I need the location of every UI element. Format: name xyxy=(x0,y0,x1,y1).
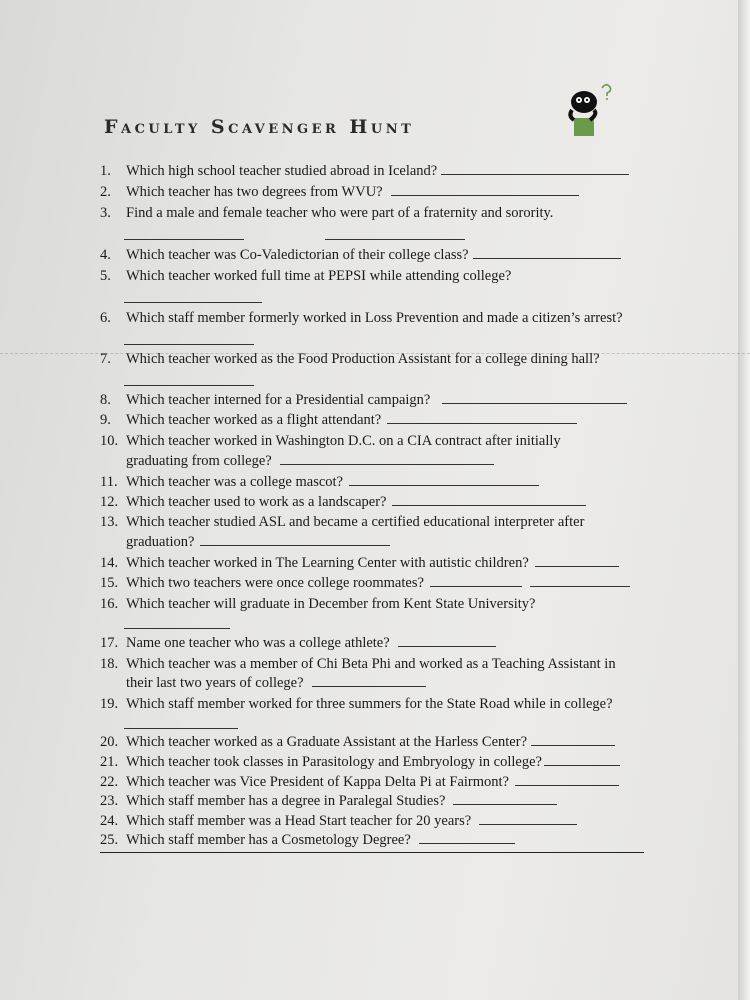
bottom-rule xyxy=(100,852,644,853)
answer-blank[interactable] xyxy=(124,344,254,345)
question-22: 22. Which teacher was Vice President of Kappa Delta Pi at Fairmont? xyxy=(100,773,680,791)
question-12: 12. Which teacher used to work as a landscaper? xyxy=(100,493,660,511)
question-21: 21. Which teacher took classes in Parasitology and Embryology in college? xyxy=(100,753,680,771)
answer-blank[interactable] xyxy=(392,505,586,506)
answer-blank[interactable] xyxy=(544,765,620,766)
question-10-continued: graduating from college? xyxy=(126,453,494,470)
answer-blank[interactable] xyxy=(473,258,621,259)
question-3: 3. Find a male and female teacher who were part of a fraternity and sorority. xyxy=(100,205,554,221)
question-1: 1. Which high school teacher studied abroad in Iceland? xyxy=(100,162,660,180)
question-16: 16. Which teacher will graduate in December from Kent State University? xyxy=(100,596,536,612)
question-19: 19. Which staff member worked for three summers for the State Road while in college? xyxy=(100,696,613,712)
answer-blank[interactable] xyxy=(530,586,630,587)
answer-blank[interactable] xyxy=(280,464,494,465)
question-9: 9. Which teacher worked as a flight attendant? xyxy=(100,411,660,429)
thinking-mascot-icon xyxy=(560,80,620,140)
answer-blank[interactable] xyxy=(124,385,254,386)
answer-blank[interactable] xyxy=(124,302,262,303)
answer-blank[interactable] xyxy=(441,174,629,175)
question-13: 13. Which teacher studied ASL and became a certified educational interpreter after xyxy=(100,514,585,530)
answer-blank[interactable] xyxy=(479,824,577,825)
answer-blank[interactable] xyxy=(531,745,615,746)
answer-blank[interactable] xyxy=(387,423,577,424)
answer-blank[interactable] xyxy=(430,586,522,587)
paper-edge xyxy=(738,0,750,1000)
answer-blank[interactable] xyxy=(312,686,426,687)
question-2: 2. Which teacher has two degrees from WVU? xyxy=(100,183,660,201)
question-4: 4. Which teacher was Co-Valedictorian of their college class? xyxy=(100,246,660,264)
question-17: 17. Name one teacher who was a college athlete? xyxy=(100,634,660,652)
question-18-continued: their last two years of college? xyxy=(126,675,426,692)
answer-blank[interactable] xyxy=(124,628,230,629)
answer-blank[interactable] xyxy=(349,485,539,486)
worksheet-title: Faculty Scavenger Hunt xyxy=(104,116,415,138)
question-6: 6. Which staff member formerly worked in Loss Prevention and made a citizen’s arrest? xyxy=(100,310,623,326)
answer-blank[interactable] xyxy=(515,785,619,786)
question-14: 14. Which teacher worked in The Learning Center with autistic children? xyxy=(100,554,680,572)
question-13-continued: graduation? xyxy=(126,534,390,551)
question-7: 7. Which teacher worked as the Food Production Assistant for a college dining hall? xyxy=(100,351,600,367)
answer-blank[interactable] xyxy=(391,195,579,196)
answer-blank[interactable] xyxy=(124,239,244,240)
answer-blank[interactable] xyxy=(398,646,496,647)
question-20: 20. Which teacher worked as a Graduate Assistant at the Harless Center? xyxy=(100,733,680,751)
question-24: 24. Which staff member was a Head Start teacher for 20 years? xyxy=(100,812,680,830)
question-23: 23. Which staff member has a degree in Paralegal Studies? xyxy=(100,792,680,810)
answer-blank[interactable] xyxy=(442,403,627,404)
answer-blank[interactable] xyxy=(419,843,515,844)
answer-blank[interactable] xyxy=(124,728,238,729)
answer-blank[interactable] xyxy=(325,239,465,240)
question-18: 18. Which teacher was a member of Chi Beta Phi and worked as a Teaching Assistant in xyxy=(100,656,616,672)
question-8: 8. Which teacher interned for a Presidential campaign? xyxy=(100,391,660,409)
question-10: 10. Which teacher worked in Washington D.C. on a CIA contract after initially xyxy=(100,433,561,449)
answer-blank[interactable] xyxy=(200,545,390,546)
answer-blank[interactable] xyxy=(535,566,619,567)
question-15: 15. Which two teachers were once college roommates? xyxy=(100,574,680,592)
question-25: 25. Which staff member has a Cosmetology Degree? xyxy=(100,831,680,849)
question-5: 5. Which teacher worked full time at PEPSI while attending college? xyxy=(100,268,512,284)
answer-blank[interactable] xyxy=(453,804,557,805)
question-11: 11. Which teacher was a college mascot? xyxy=(100,473,660,491)
